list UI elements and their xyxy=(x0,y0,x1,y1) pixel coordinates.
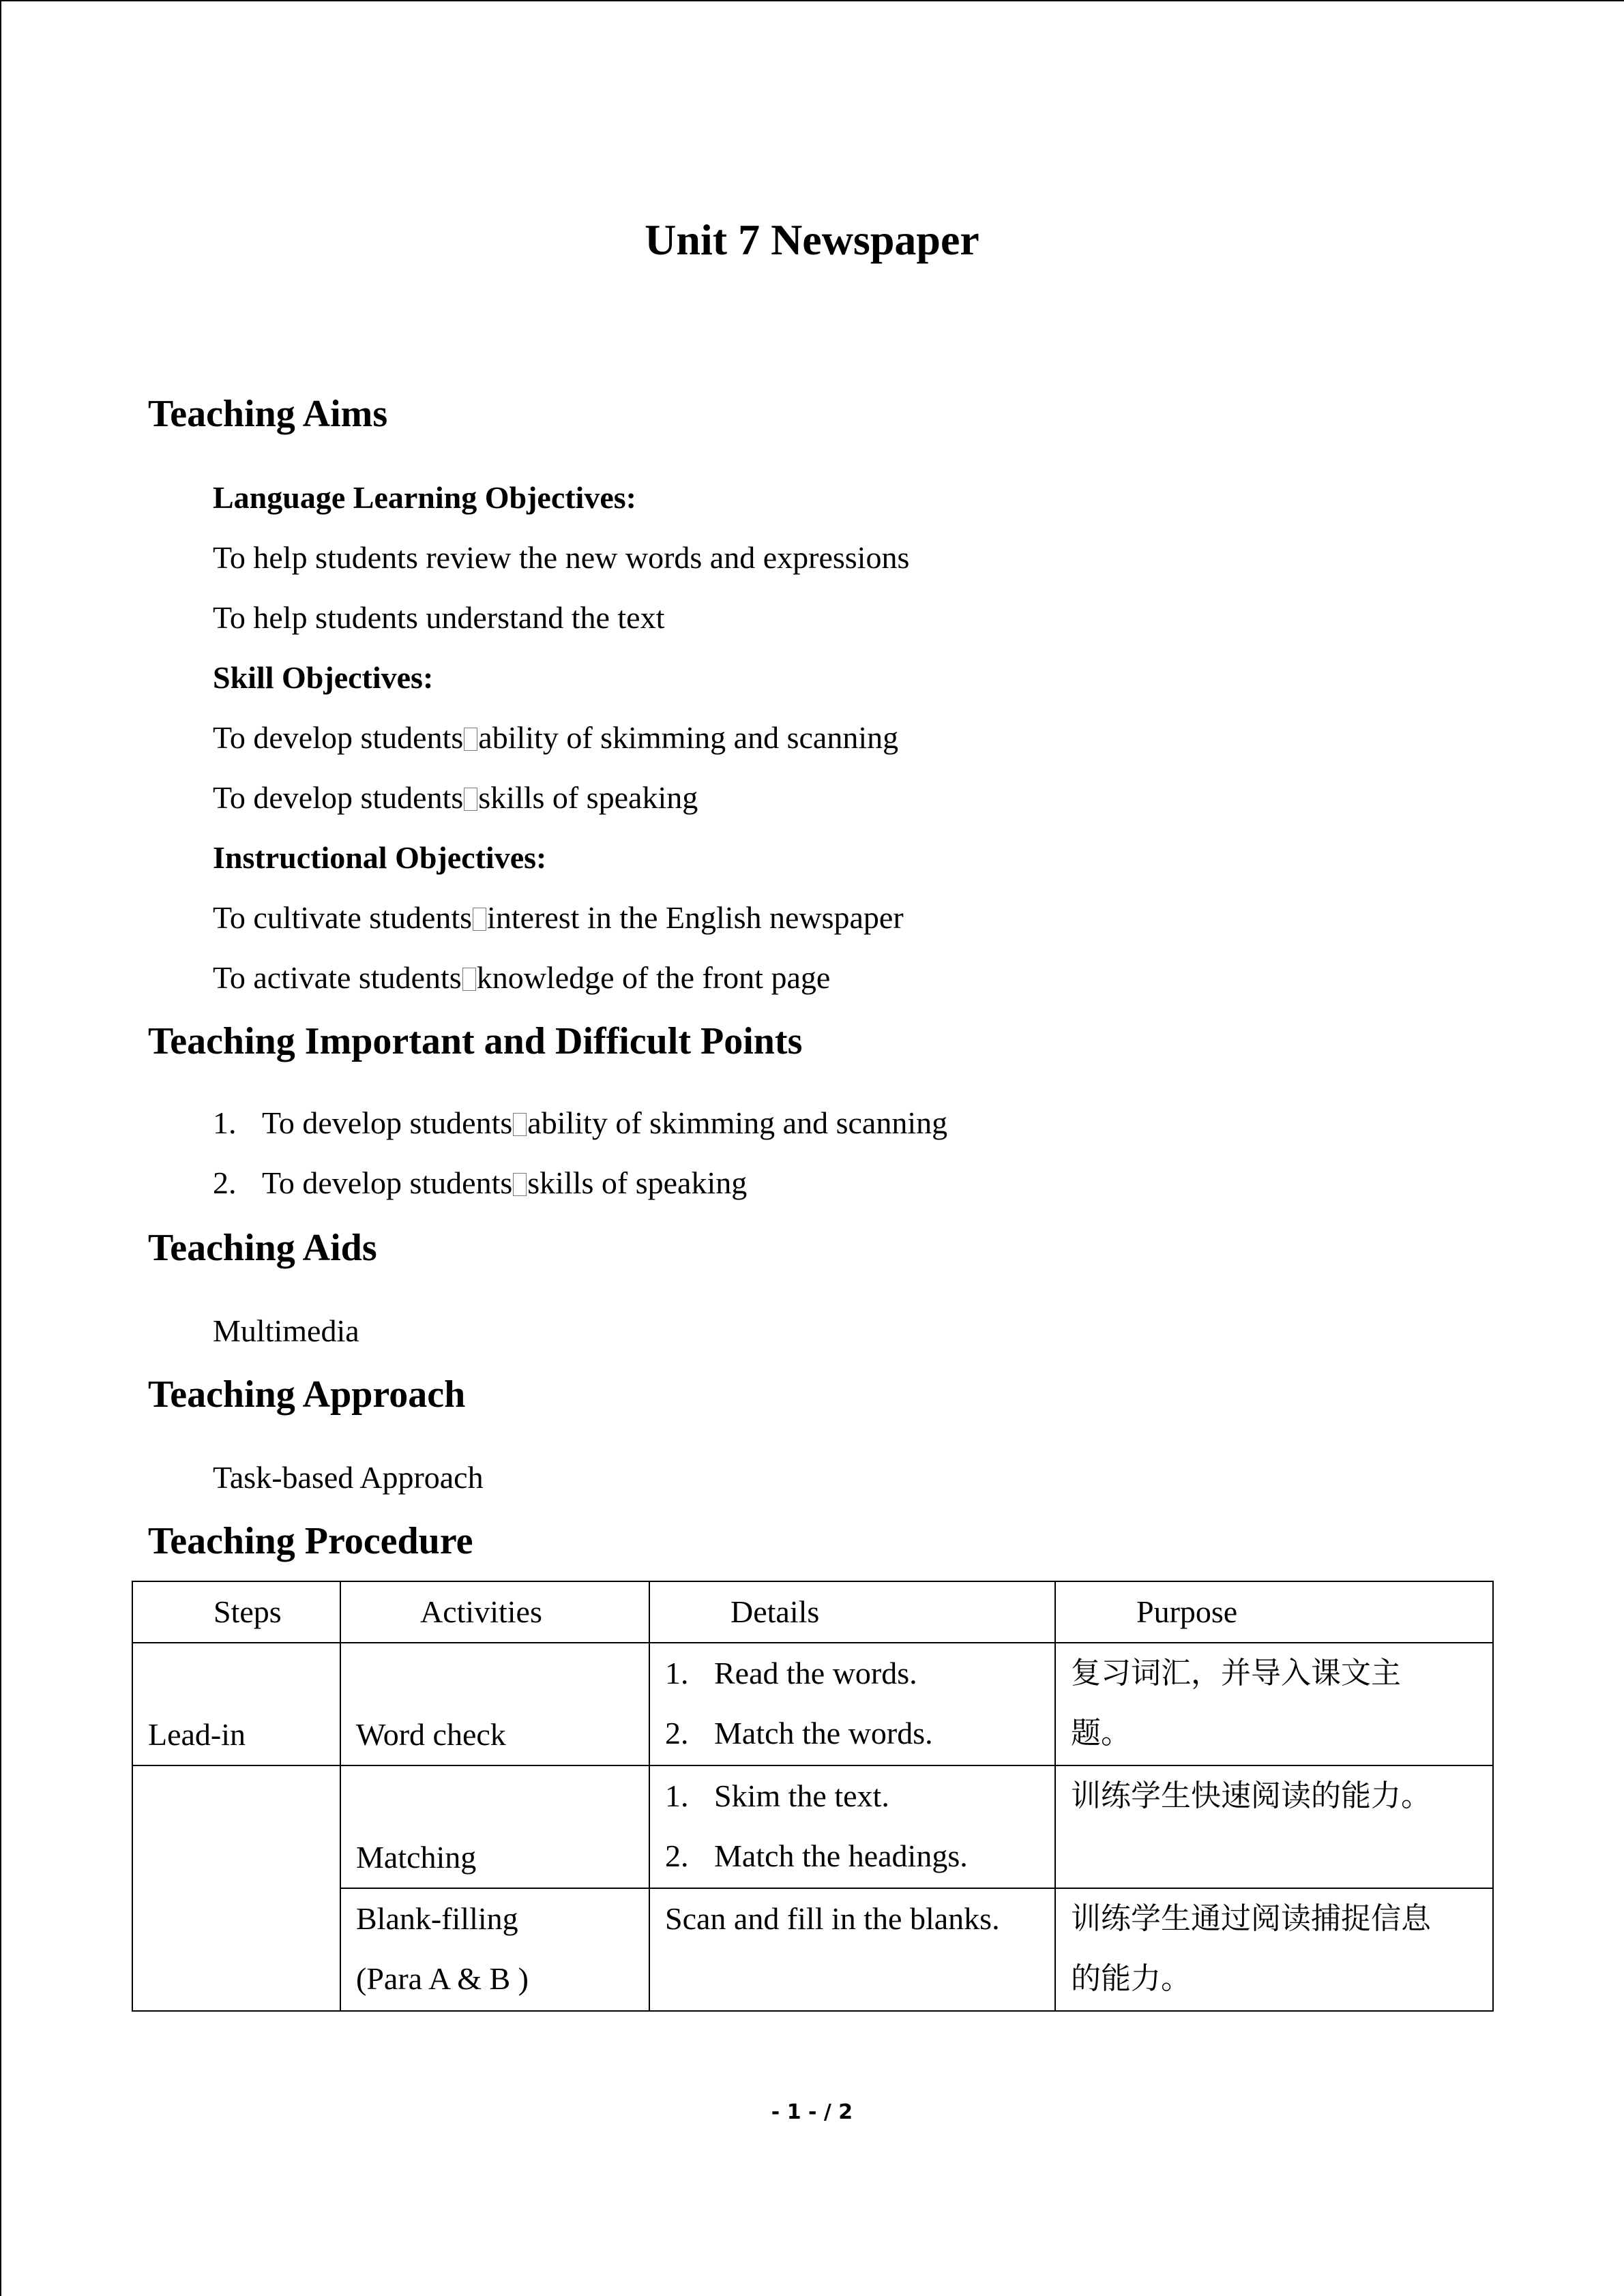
language-objective-1: To help students review the new words and expressions xyxy=(213,540,910,575)
cell-details: 1. Read the words. 2. Match the words. xyxy=(649,1643,1055,1765)
missing-glyph-box xyxy=(513,1173,527,1196)
heading-teaching-aims: Teaching Aims xyxy=(148,393,388,435)
teaching-approach-text: Task-based Approach xyxy=(213,1460,484,1495)
table-row xyxy=(132,1765,1493,1888)
cell-purpose: 复习词汇，并导入课文主 题。 xyxy=(1055,1643,1493,1765)
instructional-objective-2: To activate students knowledge of the front page xyxy=(213,960,831,995)
procedure-table xyxy=(132,1581,1494,2012)
column-header-activities: Activities xyxy=(340,1581,649,1643)
cell-activity: Blank-filling (Para A & B ) xyxy=(340,1888,649,2011)
language-objective-2: To help students understand the text xyxy=(213,600,665,635)
table-header-row xyxy=(132,1581,1493,1643)
skill-objective-2: To develop students skills of speaking xyxy=(213,780,698,815)
cell-step xyxy=(132,1765,340,2011)
column-header-details: Details xyxy=(649,1581,1055,1643)
point-item-2: 2. To develop students skills of speaking xyxy=(213,1165,748,1200)
missing-glyph-box xyxy=(464,788,477,811)
heading-teaching-approach: Teaching Approach xyxy=(148,1373,466,1416)
skill-objective-1: To develop students ability of skimming and scanning xyxy=(213,720,899,755)
cell-purpose: 训练学生通过阅读捕捉信息 的能力。 xyxy=(1055,1888,1493,2011)
table-row xyxy=(132,1643,1493,1765)
cell-step: Lead-in xyxy=(132,1643,340,1765)
cell-activity: Matching xyxy=(340,1765,649,1888)
instructional-objective-1: To cultivate students interest in the English newspaper xyxy=(213,900,904,935)
missing-glyph-box xyxy=(464,728,477,751)
missing-glyph-box xyxy=(462,968,476,991)
label-language-objectives: Language Learning Objectives: xyxy=(213,480,636,515)
label-instructional-objectives: Instructional Objectives: xyxy=(213,840,547,875)
document-title: Unit 7 Newspaper xyxy=(645,215,979,264)
column-header-steps: Steps xyxy=(132,1581,340,1643)
column-header-purpose: Purpose xyxy=(1055,1581,1493,1643)
missing-glyph-box xyxy=(473,908,486,931)
cell-details: 1. Skim the text. 2. Match the headings. xyxy=(649,1765,1055,1888)
cell-details: Scan and fill in the blanks. xyxy=(649,1888,1055,2011)
heading-important-points: Teaching Important and Difficult Points xyxy=(148,1020,803,1062)
heading-teaching-aids: Teaching Aids xyxy=(148,1227,377,1269)
teaching-aids-text: Multimedia xyxy=(213,1313,359,1348)
page-number: - 1 - / 2 xyxy=(771,2100,853,2124)
missing-glyph-box xyxy=(513,1113,527,1136)
cell-activity: Word check xyxy=(340,1643,649,1765)
cell-purpose: 训练学生快速阅读的能力。 xyxy=(1055,1765,1493,1888)
label-skill-objectives: Skill Objectives: xyxy=(213,660,434,695)
heading-teaching-procedure: Teaching Procedure xyxy=(148,1520,473,1562)
point-item-1: 1. To develop students ability of skimming and scanning xyxy=(213,1105,948,1140)
